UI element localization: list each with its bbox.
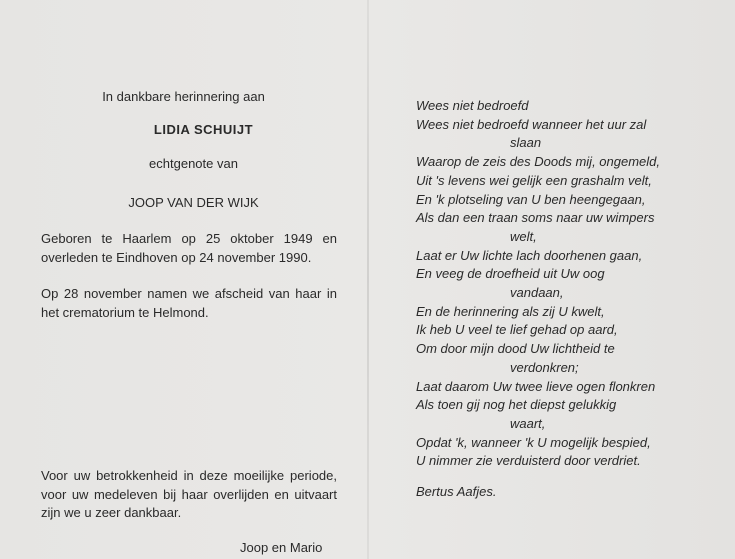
poem-line: vandaan, <box>510 285 564 301</box>
poem-line: Laat daarom Uw twee lieve ogen flonkren <box>416 378 656 394</box>
birth-death-paragraph: Geboren te Haarlem op 25 oktober 1949 en overleden te Eindhoven op 24 november 1990. <box>41 231 337 265</box>
poem-line: Ik heb U veel te lief gehad op aard, <box>416 322 618 338</box>
deceased-name: LIDIA SCHUIJT <box>153 122 254 137</box>
poem-line: waart, <box>510 415 546 431</box>
poem-line: Uit 's levens wei gelijk een grashalm velt, <box>416 172 652 188</box>
poem-line: U nimmer zie verduisterd door verdriet. <box>416 453 641 469</box>
farewell-paragraph: Op 28 november namen we afscheid van haar in het crematorium te Helmond. <box>41 286 337 320</box>
poem <box>416 97 716 471</box>
poem-line: Wees niet bedroefd <box>416 98 529 113</box>
poem-line: slaan <box>510 135 542 151</box>
poem-line: En 'k plotseling van U ben heengegaan, <box>416 191 646 207</box>
poem-line: welt, <box>510 228 537 244</box>
poem-line: Om door mijn dood Uw lichtheid te <box>416 341 615 357</box>
poem-line: Als toen gij nog het diepst gelukkig <box>416 397 617 413</box>
poem-line: En veeg de droefheid uit Uw oog <box>416 266 605 282</box>
signature: Joop en Mario <box>240 540 323 555</box>
relation-text: echtgenote van <box>149 156 238 171</box>
poem-line: verdonkren; <box>510 359 579 375</box>
poem-author: Bertus Aafjes. <box>416 484 497 499</box>
poem-line: En de herinnering als zij U kwelt, <box>416 303 605 319</box>
thanks-paragraph: Voor uw betrokkenheid in deze moeilijke periode, voor uw medeleven bij haar overlijden en uitvaart zijn we u zeer dankbaar. <box>41 468 337 520</box>
poem-line: Waarop de zeis des Doods mij, ongemeld, <box>416 154 660 170</box>
poem-line: Wees niet bedroefd wanneer het uur zal <box>416 116 647 132</box>
card-fold <box>367 0 369 559</box>
poem-line: Opdat 'k, wanneer 'k U mogelijk bespied, <box>416 434 651 450</box>
poem-line: Laat er Uw lichte lach doorhenen gaan, <box>416 247 643 263</box>
poem-line: Als dan een traan soms naar uw wimpers <box>416 210 655 226</box>
intro-text: In dankbare herinnering aan <box>102 89 265 104</box>
spouse-name: JOOP VAN DER WIJK <box>128 195 259 210</box>
